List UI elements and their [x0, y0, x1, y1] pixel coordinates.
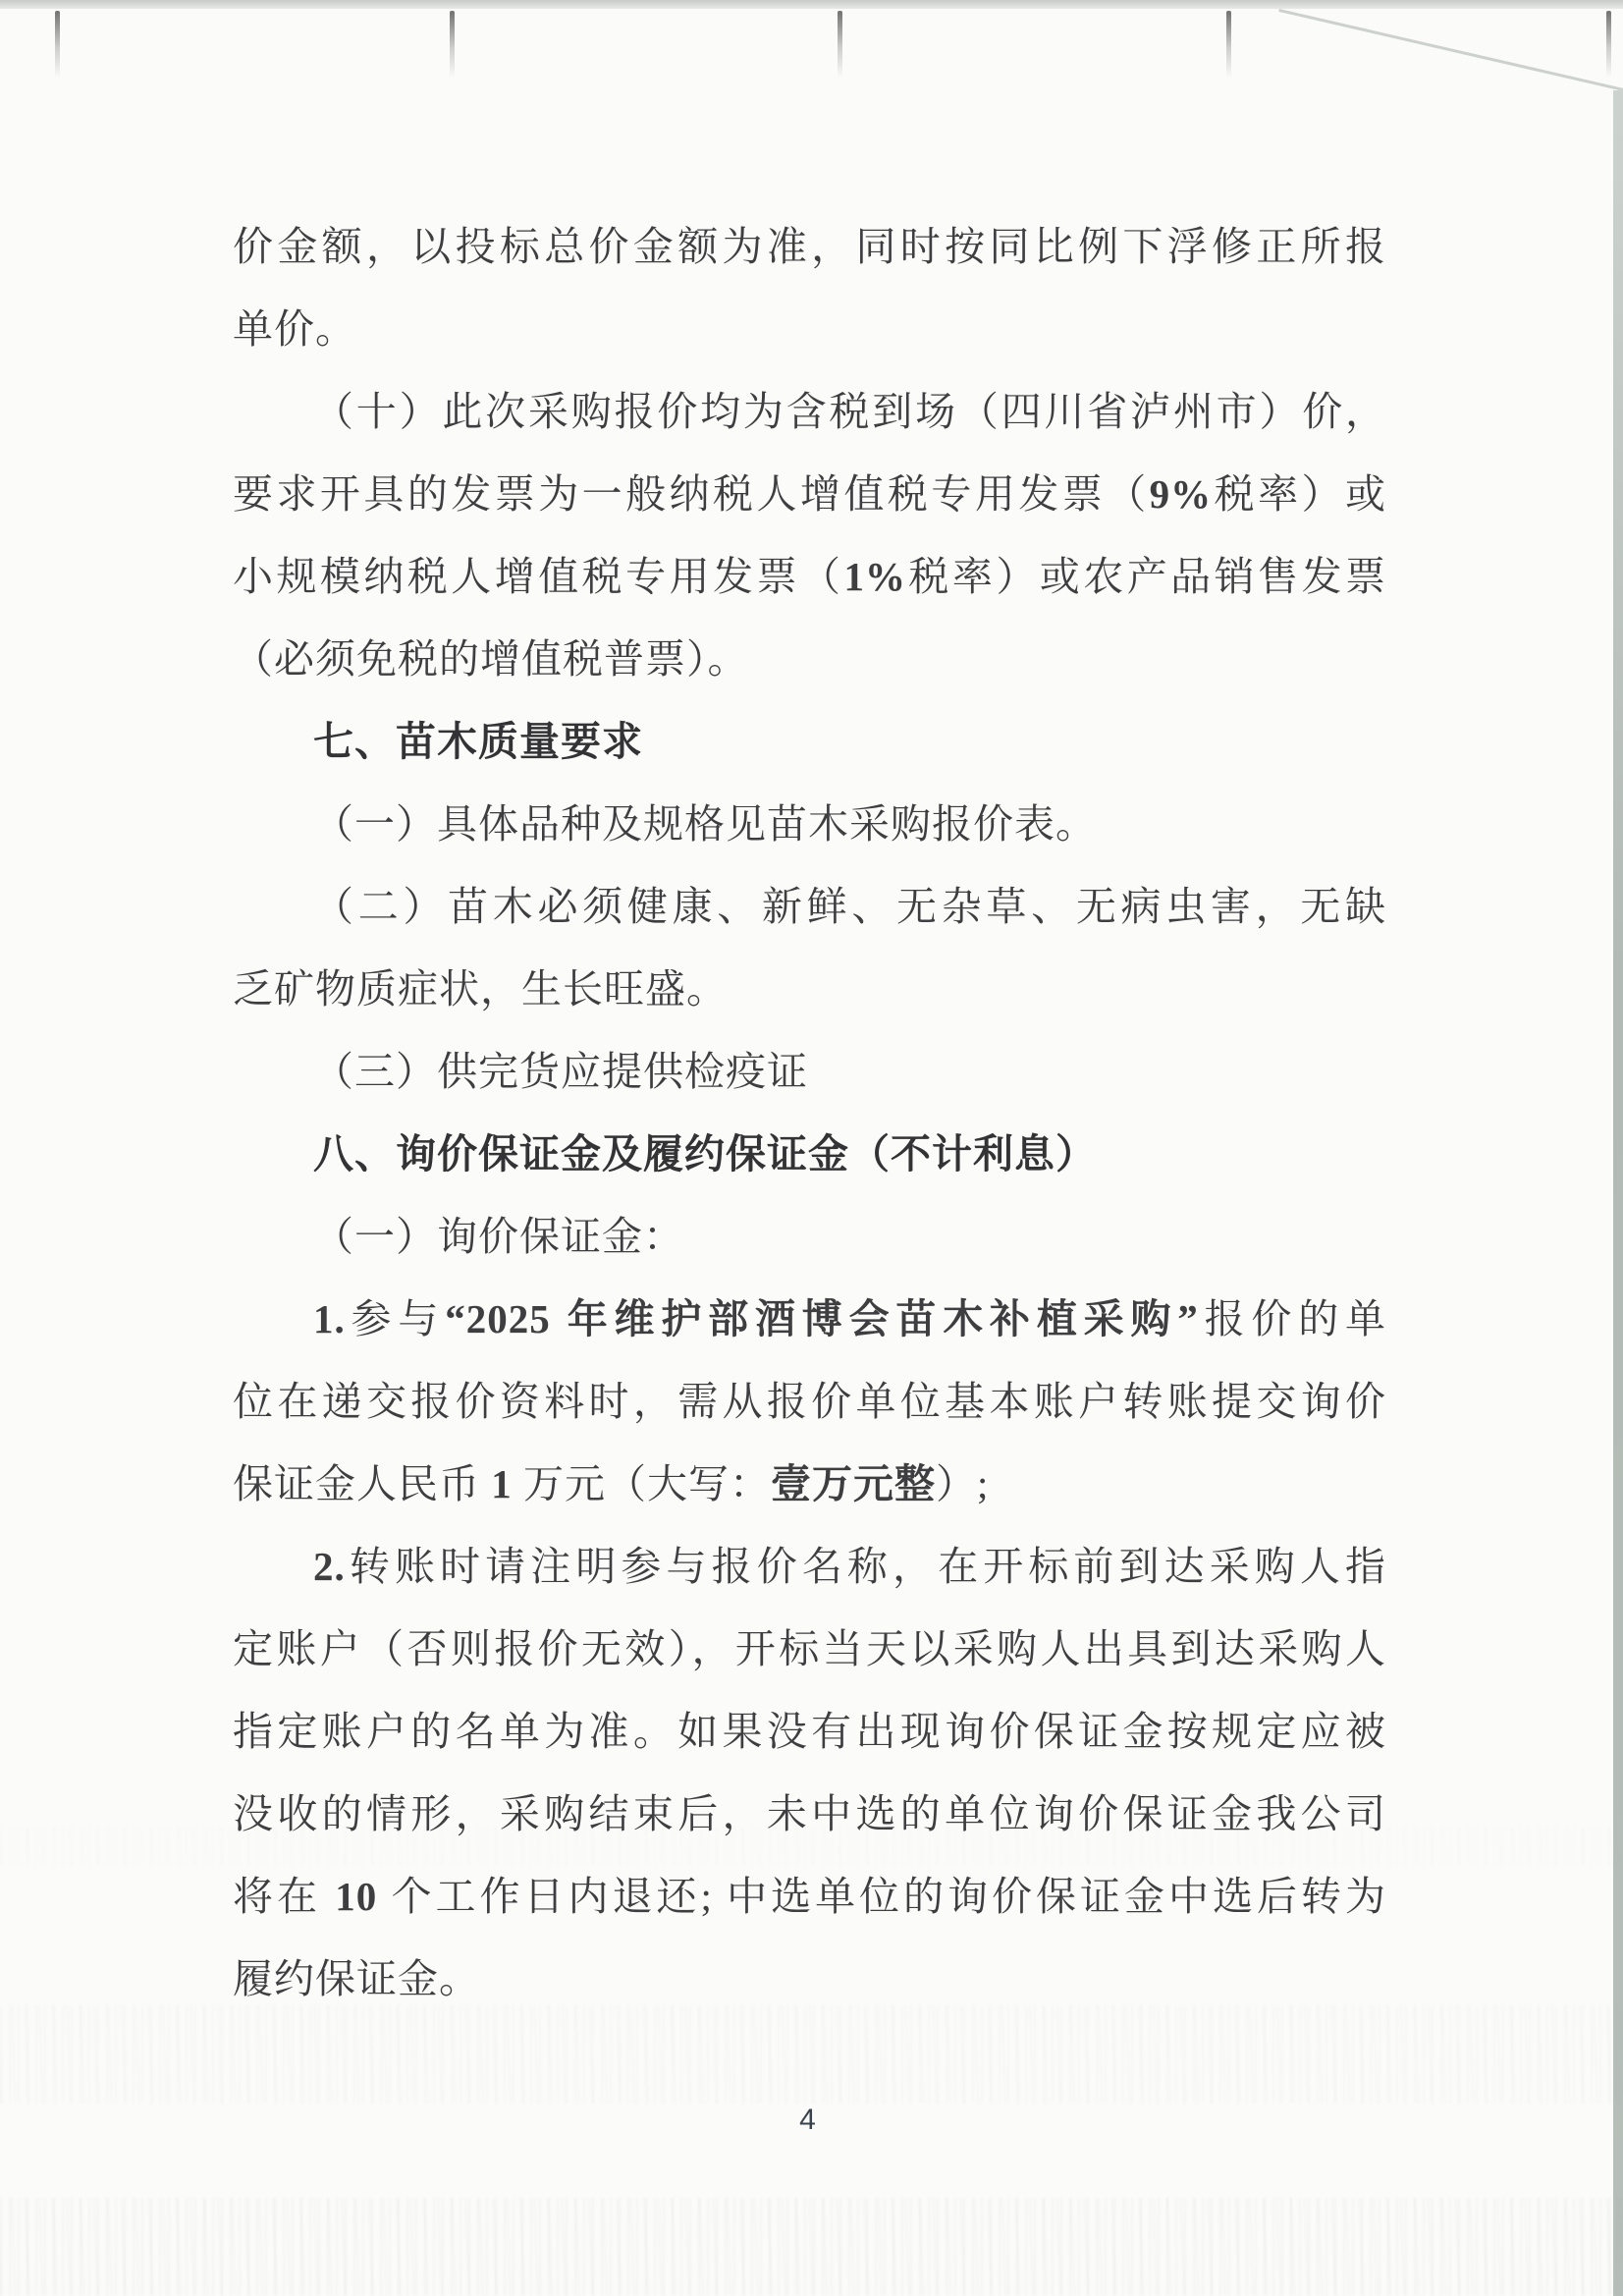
text-segment: 没收的情形，采购结束后，未中选的单位询价保证金我公司	[233, 1791, 1386, 1836]
scan-tick	[450, 11, 455, 78]
document-line	[233, 1773, 1386, 1855]
text-segment: 位在递交报价资料时，需从报价单位基本账户转账提交询价	[233, 1379, 1386, 1424]
scan-noise-band	[0, 2005, 1623, 2104]
scan-tick	[1606, 11, 1611, 78]
text-segment: 2.	[313, 1544, 346, 1589]
text-segment: （三）供完货应提供检疫证	[313, 1049, 808, 1094]
text-segment: （二）苗木必须健康、新鲜、无杂草、无病虫害，无缺	[313, 884, 1386, 929]
text-segment: 保证金人民币	[233, 1461, 492, 1506]
text-segment: 将在	[233, 1874, 336, 1919]
document-line	[233, 1278, 1386, 1360]
document-line	[233, 783, 1386, 865]
document-line	[233, 700, 1386, 783]
text-segment: 价金额，以投标总价金额为准，同时按同比例下浮修正所报	[233, 224, 1386, 269]
text-segment: 乏矿物质症状，生长旺盛。	[233, 966, 728, 1011]
document-line	[233, 1113, 1386, 1195]
scan-edge-diagonal	[1278, 9, 1623, 91]
text-segment: 1%	[843, 554, 906, 599]
document-line	[233, 453, 1386, 535]
text-segment: 9%	[1149, 471, 1213, 517]
document-line	[233, 1360, 1386, 1443]
document-line	[233, 1608, 1386, 1690]
text-segment: 1.	[313, 1296, 346, 1341]
scan-tick	[1226, 11, 1231, 78]
text-segment: 个工作日内退还; 中选单位的询价保证金中选后转为	[377, 1874, 1386, 1919]
text-segment: 税率）或农产品销售发票	[905, 554, 1387, 599]
document-line	[233, 288, 1386, 370]
document-line	[233, 1195, 1386, 1278]
scan-tick	[838, 11, 842, 78]
text-segment: 税率）或	[1212, 471, 1387, 517]
document-line	[233, 535, 1386, 618]
document-line	[233, 1443, 1386, 1525]
text-segment: ）;	[936, 1461, 990, 1506]
text-segment: （十）此次采购报价均为含税到场（四川省泸州市）价，	[313, 389, 1386, 434]
document-line	[233, 1030, 1386, 1113]
document-line	[233, 205, 1386, 288]
text-segment: 转账时请注明参与报价名称，在开标前到达采购人指	[345, 1544, 1386, 1589]
text-segment: “2025 年维护部酒博会苗木补植采购”	[445, 1296, 1199, 1341]
text-segment: 定账户（否则报价无效），开标当天以采购人出具到达采购人	[233, 1626, 1386, 1671]
document-text	[233, 205, 1386, 2020]
text-segment: 履约保证金。	[233, 1956, 480, 2001]
document-line	[233, 1525, 1386, 1608]
document-line	[233, 618, 1386, 700]
text-segment: （一）询价保证金：	[313, 1214, 684, 1259]
text-segment: 要求开具的发票为一般纳税人增值税专用发票（	[233, 471, 1150, 517]
document-line	[233, 1690, 1386, 1773]
text-segment: 参与	[345, 1296, 446, 1341]
text-segment: （一）具体品种及规格见苗木采购报价表。	[313, 801, 1097, 847]
text-segment: 10	[335, 1874, 378, 1919]
text-segment: 单价。	[233, 306, 356, 352]
text-segment: 小规模纳税人增值税专用发票（	[233, 554, 844, 599]
scan-noise-band	[0, 2198, 1623, 2296]
text-segment: 八、询价保证金及履约保证金（不计利息）	[313, 1131, 1097, 1176]
scan-edge-right	[1613, 90, 1623, 2296]
document-line	[233, 1938, 1386, 2020]
document-line	[233, 1855, 1386, 1938]
scan-tick	[55, 11, 60, 78]
scan-edge-top	[0, 0, 1623, 9]
text-segment: 壹万元整	[771, 1461, 936, 1506]
document-line	[233, 865, 1386, 948]
text-segment: 1	[491, 1461, 513, 1506]
document-line	[233, 370, 1386, 453]
text-segment: 报价的单	[1198, 1296, 1387, 1341]
text-segment: 万元（大写：	[512, 1461, 771, 1506]
text-segment: 七、苗木质量要求	[313, 719, 643, 764]
text-segment: （必须免税的增值税普票）。	[233, 636, 749, 682]
page-number: 4	[799, 2104, 816, 2136]
text-segment: 指定账户的名单为准。如果没有出现询价保证金按规定应被	[233, 1709, 1386, 1754]
document-line	[233, 948, 1386, 1030]
